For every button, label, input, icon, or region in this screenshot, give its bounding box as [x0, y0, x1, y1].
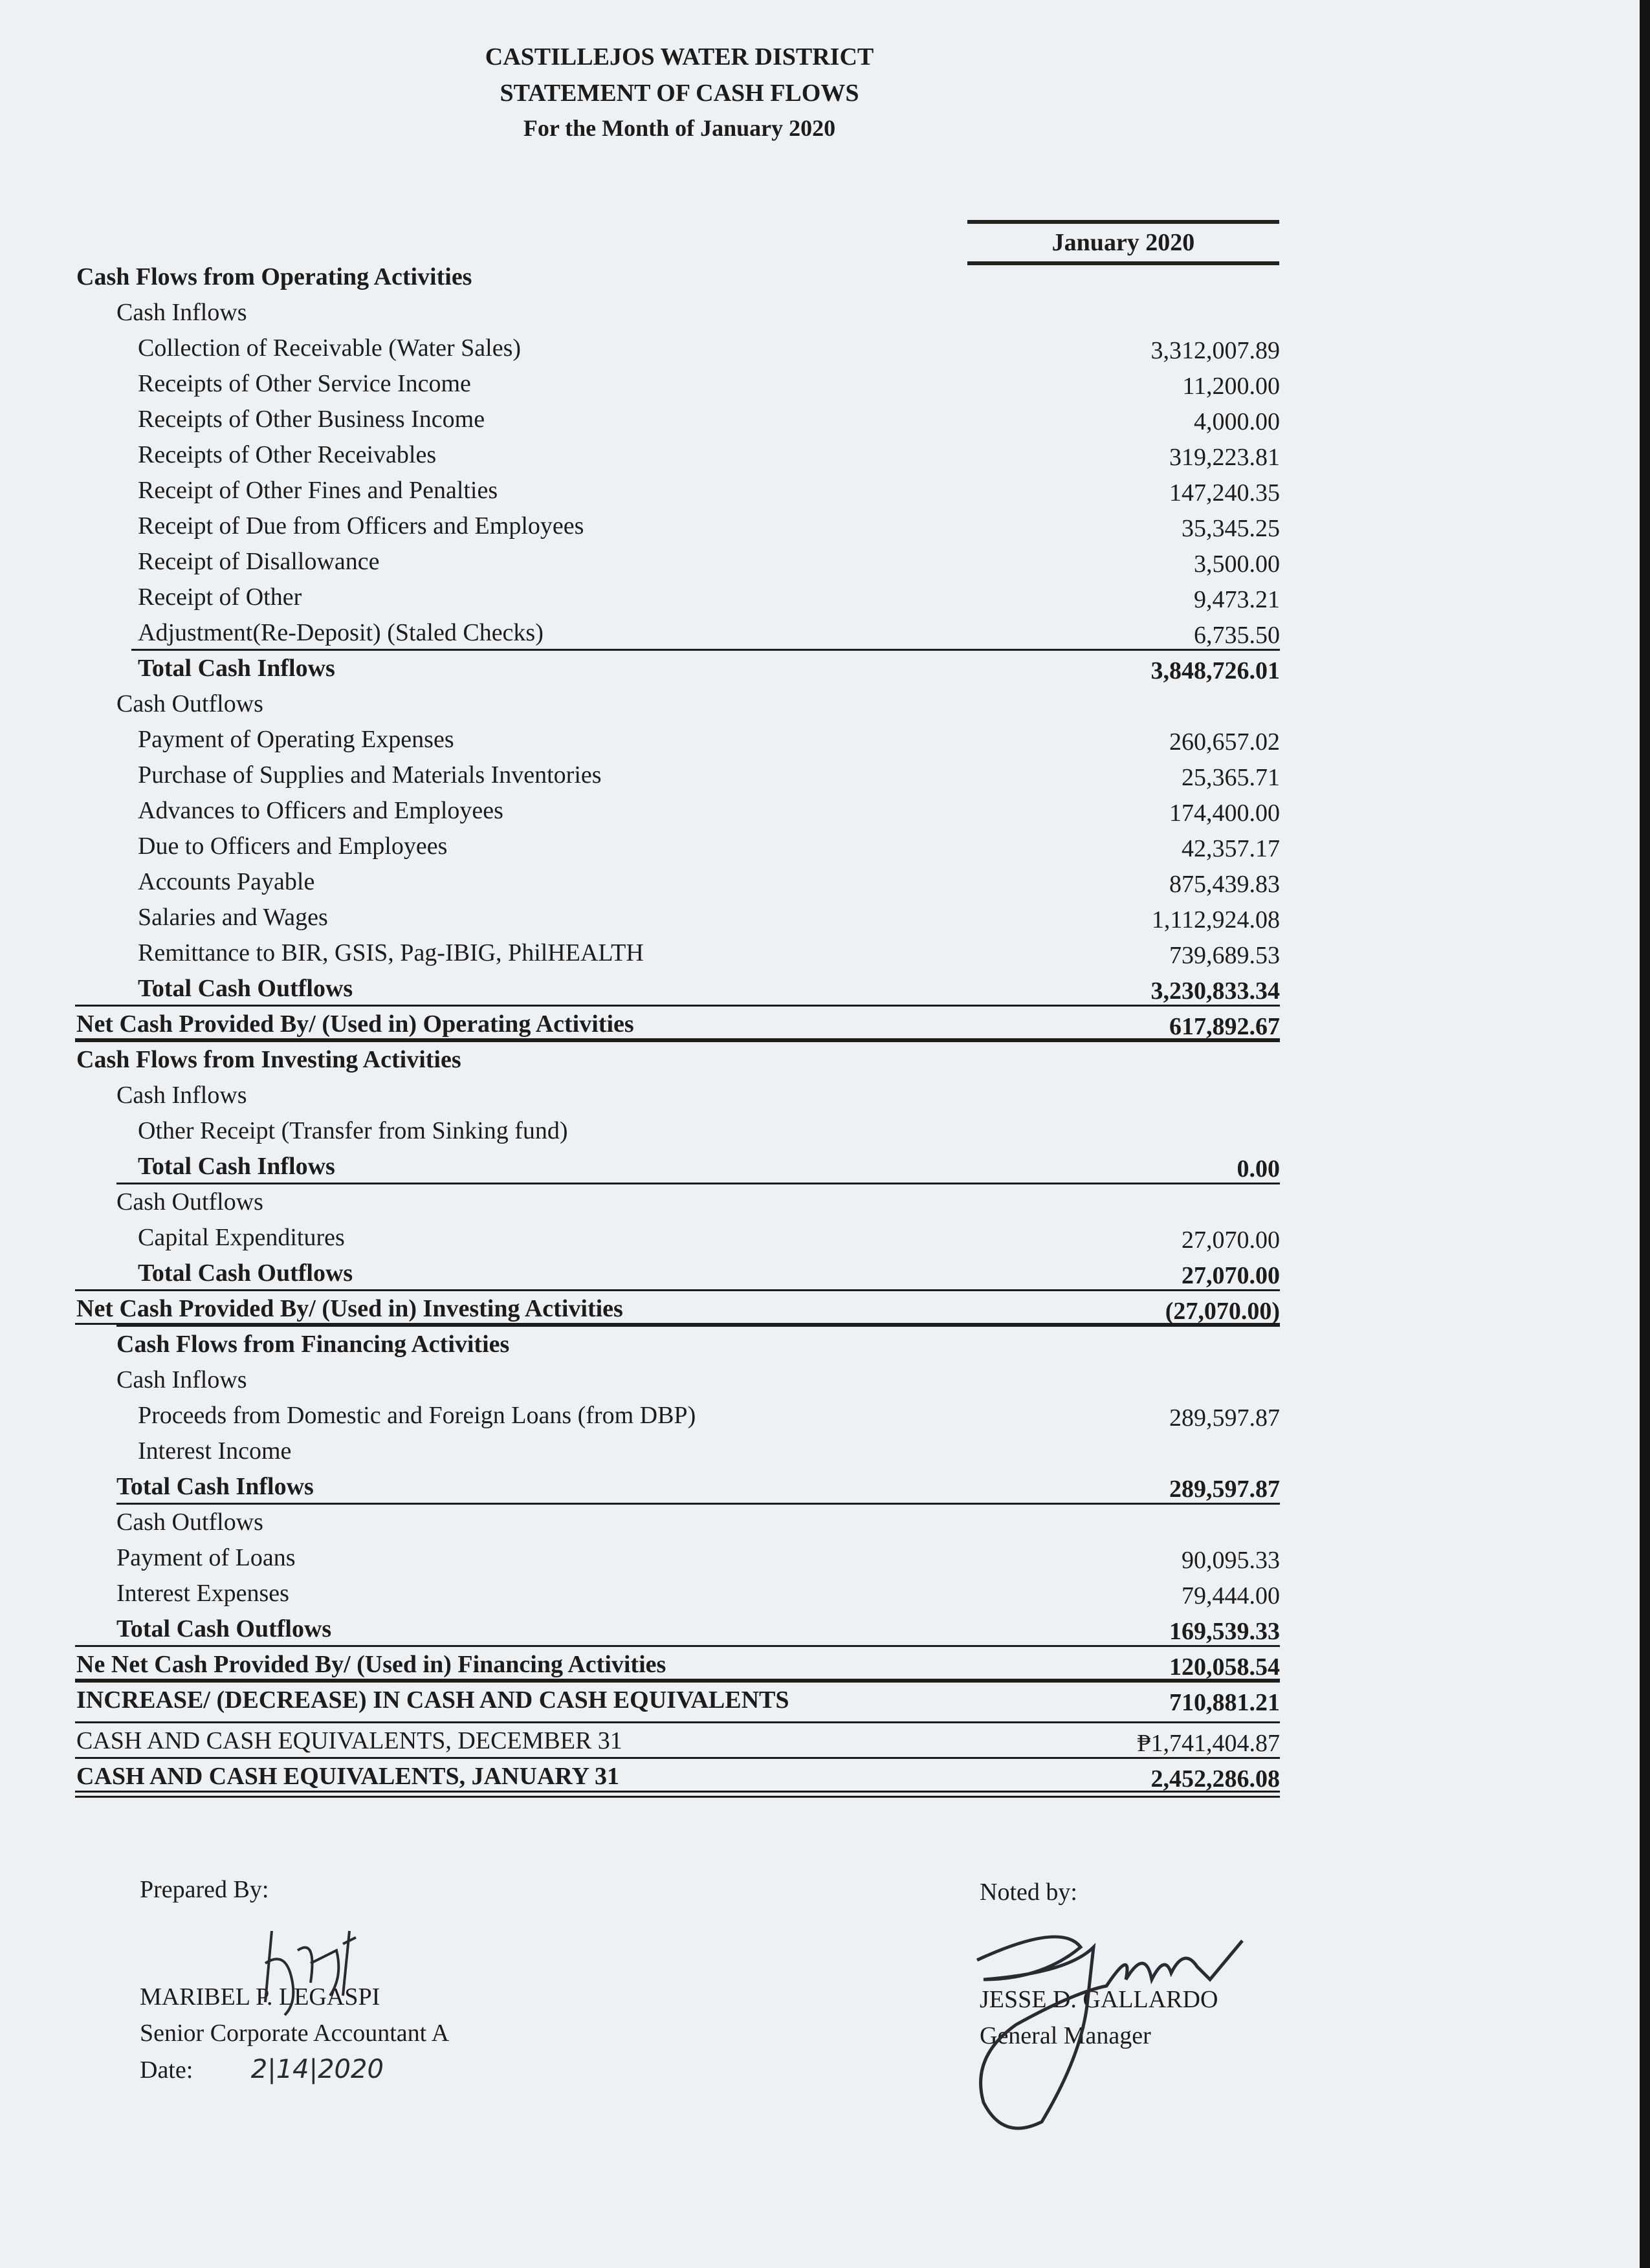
row-label: Cash Outflows — [116, 1509, 263, 1536]
date-label: Date: — [140, 2056, 193, 2084]
table-row — [76, 1467, 1280, 1503]
row-value: 710,881.21 — [1169, 1689, 1280, 1716]
table-row — [76, 1005, 1280, 1040]
row-value: ₱1,741,404.87 — [1137, 1730, 1280, 1757]
table-row — [76, 1289, 1280, 1325]
row-value: 9,473.21 — [1194, 586, 1280, 613]
rule-line — [75, 1681, 1280, 1683]
table-row — [76, 791, 1280, 827]
row-label: CASH AND CASH EQUIVALENTS, JANUARY 31 — [76, 1763, 620, 1790]
row-label: Other Receipt (Transfer from Sinking fund) — [138, 1117, 568, 1144]
row-label: Net Cash Provided By/ (Used in) Investing Activities — [76, 1295, 623, 1322]
prepared-by-position: Senior Corporate Accountant A — [140, 2020, 450, 2047]
row-value: 90,095.33 — [1182, 1547, 1280, 1574]
row-label: Cash Outflows — [116, 690, 263, 717]
table-row — [76, 293, 1280, 329]
row-value: 25,365.71 — [1182, 764, 1280, 791]
table-row — [76, 862, 1280, 898]
prepared-by-signature — [246, 1925, 395, 2022]
cash-flow-table — [76, 257, 1280, 1793]
rule-line — [75, 1040, 1280, 1042]
row-label: Net Cash Provided By/ (Used in) Operating Activities — [76, 1010, 634, 1038]
noted-by-caption: Noted by: — [980, 1879, 1077, 1906]
row-value: 617,892.67 — [1169, 1013, 1280, 1040]
row-label: Accounts Payable — [138, 868, 315, 895]
table-row — [76, 1503, 1280, 1538]
row-label: Receipts of Other Service Income — [138, 370, 471, 397]
row-value: 1,112,924.08 — [1151, 906, 1280, 933]
table-row — [76, 969, 1280, 1005]
double-rule-line — [75, 1796, 1280, 1798]
row-label: Proceeds from Domestic and Foreign Loans (from DBP) — [138, 1402, 696, 1429]
row-value: 289,597.87 — [1169, 1476, 1280, 1503]
prepared-by-name: MARIBEL P. LEGASPI — [140, 1983, 380, 2011]
row-label: Cash Flows from Investing Activities — [76, 1046, 461, 1073]
row-label: Cash Flows from Operating Activities — [76, 263, 472, 290]
table-row — [76, 1183, 1280, 1218]
rule-line — [75, 1721, 1280, 1723]
row-label: Receipt of Other Fines and Penalties — [138, 477, 498, 504]
table-row — [76, 1147, 1280, 1183]
noted-by-name: JESSE D. GALLARDO — [980, 1986, 1218, 2013]
row-value: 739,689.53 — [1169, 942, 1280, 969]
row-label: Due to Officers and Employees — [138, 833, 448, 860]
row-label: Total Cash Outflows — [138, 975, 353, 1002]
table-row — [76, 1076, 1280, 1111]
row-value: 120,058.54 — [1169, 1653, 1280, 1681]
row-label: Receipts of Other Business Income — [138, 406, 485, 433]
statement-title: STATEMENT OF CASH FLOWS — [500, 80, 859, 107]
row-value: 3,500.00 — [1194, 551, 1280, 578]
rule-line — [116, 1325, 1280, 1327]
row-label: Adjustment(Re-Deposit) (Staled Checks) — [138, 619, 544, 646]
row-value: 3,230,833.34 — [1150, 977, 1280, 1005]
row-value: 147,240.35 — [1169, 479, 1280, 507]
statement-period: For the Month of January 2020 — [523, 115, 836, 141]
row-label: Payment of Loans — [116, 1544, 296, 1571]
row-label: Total Cash Inflows — [116, 1473, 314, 1500]
rule-line — [75, 1757, 1280, 1759]
row-label: Collection of Receivable (Water Sales) — [138, 334, 522, 362]
row-label: Receipt of Other — [138, 583, 302, 611]
table-row — [76, 471, 1280, 507]
org-name: CASTILLEJOS WATER DISTRICT — [485, 43, 874, 71]
table-row — [76, 1218, 1280, 1254]
table-row — [76, 1111, 1280, 1147]
row-label: Advances to Officers and Employees — [138, 797, 503, 824]
row-label: Receipt of Disallowance — [138, 548, 380, 575]
row-label: Total Cash Outflows — [116, 1615, 332, 1642]
table-row — [76, 649, 1280, 684]
prepared-by-caption: Prepared By: — [140, 1876, 269, 1903]
row-label: Purchase of Supplies and Materials Inventories — [138, 761, 602, 789]
row-value: 4,000.00 — [1194, 408, 1280, 435]
table-row — [76, 257, 1280, 293]
handwritten-date: 2|14|2020 — [250, 2055, 384, 2084]
row-value: 6,735.50 — [1194, 622, 1280, 649]
table-row — [76, 578, 1280, 613]
row-value: 289,597.87 — [1169, 1404, 1280, 1432]
row-label: Receipts of Other Receivables — [138, 441, 437, 468]
row-value: 0.00 — [1237, 1155, 1280, 1183]
noted-by-position: General Manager — [980, 2022, 1151, 2049]
row-value: 11,200.00 — [1182, 373, 1280, 400]
table-row — [76, 1609, 1280, 1645]
table-row — [76, 898, 1280, 933]
row-value: 79,444.00 — [1182, 1582, 1280, 1609]
row-label: Capital Expenditures — [138, 1224, 345, 1251]
row-label: Cash Outflows — [116, 1188, 263, 1216]
table-row — [76, 542, 1280, 578]
row-label: Salaries and Wages — [138, 904, 328, 931]
table-row — [76, 1645, 1280, 1681]
row-label: Cash Inflows — [116, 1366, 247, 1393]
row-value: 174,400.00 — [1169, 800, 1280, 827]
table-row — [76, 1538, 1280, 1574]
table-row — [76, 329, 1280, 364]
rule-line — [75, 1645, 1280, 1647]
table-row — [76, 684, 1280, 720]
row-value: 260,657.02 — [1169, 728, 1280, 756]
rule-line — [75, 1289, 1280, 1291]
table-row — [76, 1432, 1280, 1467]
table-row — [76, 1721, 1280, 1757]
noted-by-signature — [964, 1908, 1275, 2135]
row-value: 27,070.00 — [1182, 1227, 1280, 1254]
table-row — [76, 1040, 1280, 1076]
double-rule-line — [75, 1791, 1280, 1793]
rule-line — [116, 1503, 1280, 1505]
row-label: Interest Income — [138, 1437, 292, 1465]
row-label: Cash Flows from Financing Activities — [116, 1331, 510, 1358]
table-row — [76, 827, 1280, 862]
row-label: Receipt of Due from Officers and Employees — [138, 512, 584, 540]
row-label: Payment of Operating Expenses — [138, 726, 454, 753]
table-row — [76, 1325, 1280, 1360]
row-label: Total Cash Inflows — [138, 1153, 335, 1180]
table-row — [76, 933, 1280, 969]
table-row — [76, 1757, 1280, 1793]
row-label: Ne Net Cash Provided By/ (Used in) Financing Activities — [76, 1651, 666, 1678]
table-row — [76, 756, 1280, 791]
row-label: Total Cash Outflows — [138, 1259, 353, 1287]
row-value: (27,070.00) — [1165, 1298, 1280, 1325]
rule-line — [116, 1183, 1280, 1184]
row-label: Interest Expenses — [116, 1580, 289, 1607]
row-label: Remittance to BIR, GSIS, Pag-IBIG, PhilHEALTH — [138, 939, 644, 966]
row-value: 319,223.81 — [1169, 444, 1280, 471]
row-label: Total Cash Inflows — [138, 655, 335, 682]
row-label: Cash Inflows — [116, 299, 247, 326]
scan-edge — [1640, 0, 1650, 2268]
row-value: 42,357.17 — [1182, 835, 1280, 862]
rule-line — [75, 1005, 1280, 1007]
column-header: January 2020 — [967, 220, 1279, 265]
row-value: 3,848,726.01 — [1150, 657, 1280, 684]
row-value: 3,312,007.89 — [1150, 337, 1280, 364]
row-value: 2,452,286.08 — [1150, 1765, 1280, 1793]
row-value: 35,345.25 — [1182, 515, 1280, 542]
row-value: 27,070.00 — [1182, 1262, 1280, 1289]
table-row — [76, 720, 1280, 756]
row-label: CASH AND CASH EQUIVALENTS, DECEMBER 31 — [76, 1727, 622, 1754]
table-row — [76, 507, 1280, 542]
table-row — [76, 400, 1280, 435]
table-row — [76, 435, 1280, 471]
row-label: Cash Inflows — [116, 1082, 247, 1109]
row-value: 169,539.33 — [1169, 1618, 1280, 1645]
row-label: INCREASE/ (DECREASE) IN CASH AND CASH EQUIVALENTS — [76, 1686, 789, 1714]
table-row — [76, 1396, 1280, 1432]
table-row — [76, 613, 1280, 649]
rule-line — [131, 649, 1280, 651]
row-value: 875,439.83 — [1169, 871, 1280, 898]
table-row — [76, 1254, 1280, 1289]
table-row — [76, 1360, 1280, 1396]
table-row — [76, 364, 1280, 400]
table-row — [76, 1574, 1280, 1609]
table-row — [76, 1681, 1280, 1716]
